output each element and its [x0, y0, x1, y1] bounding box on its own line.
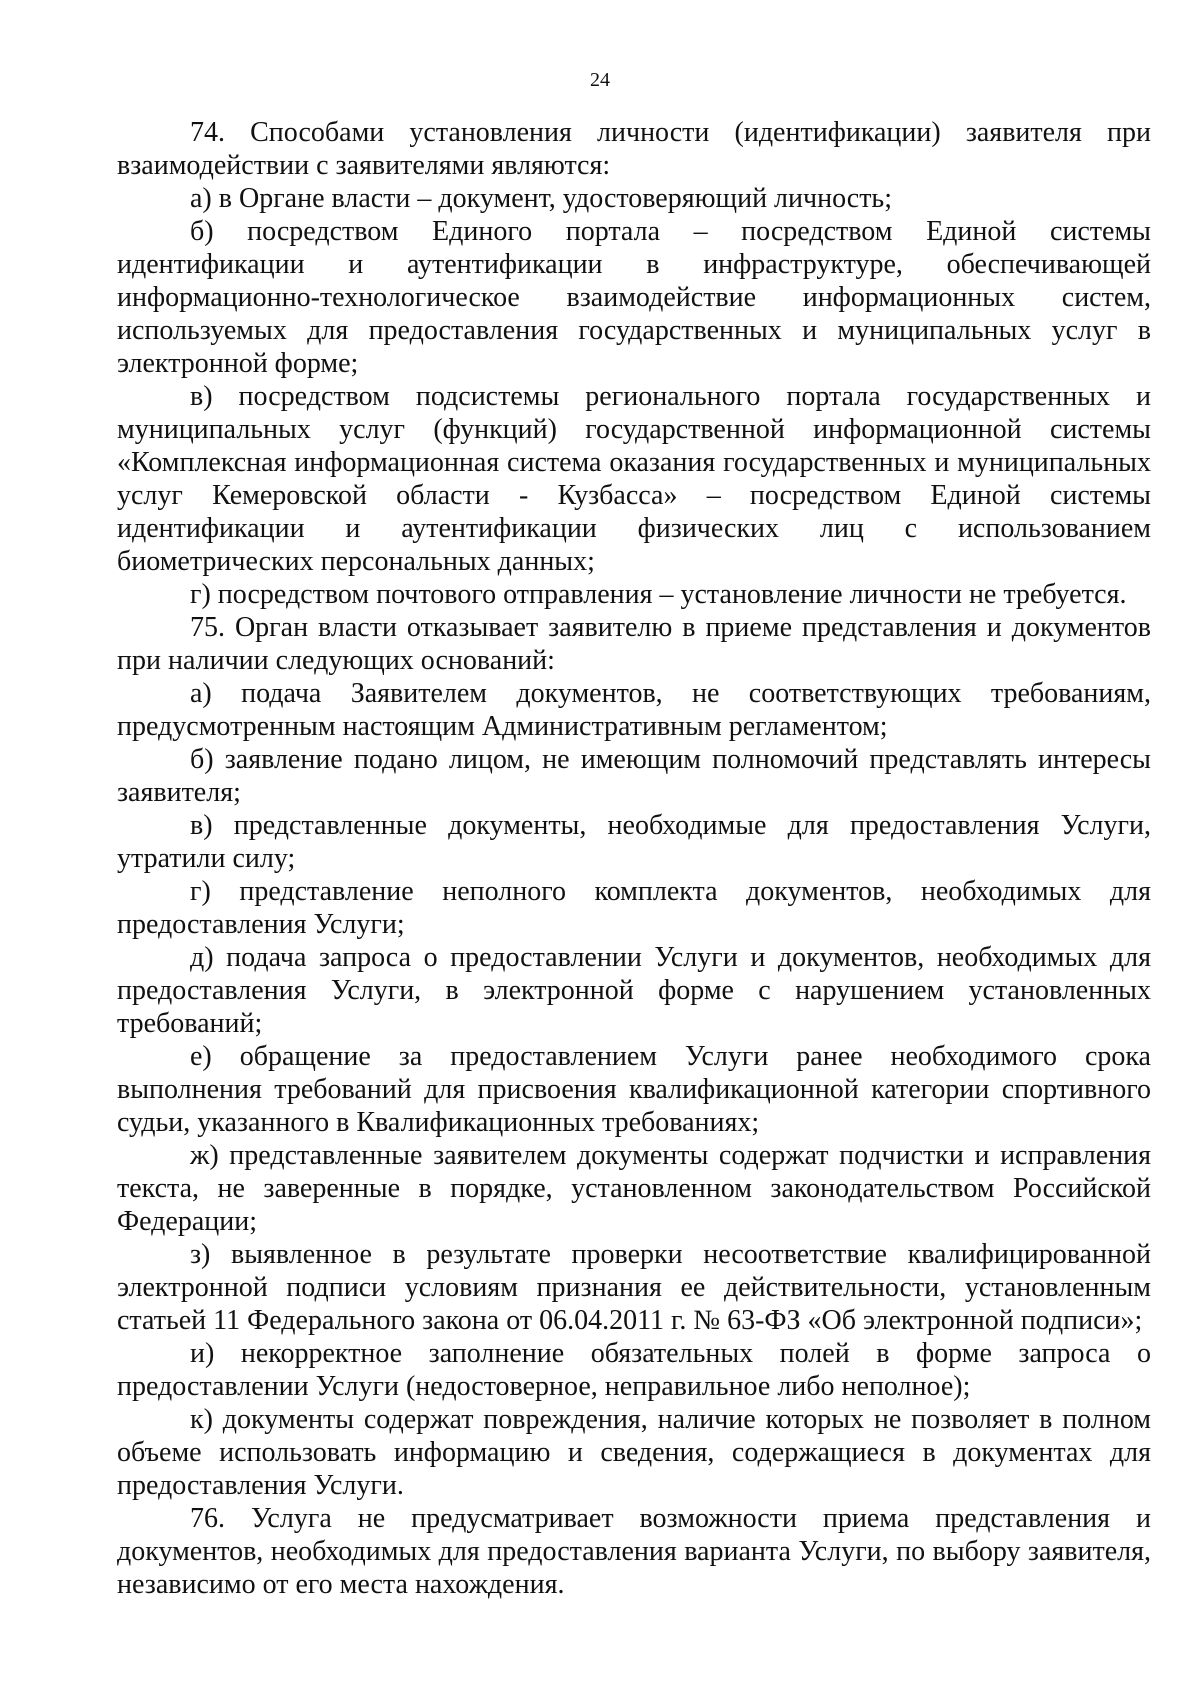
paragraph-74-b: б) посредством Единого портала – посредством Единой системы идентификации и аутентификации в инфраструктуре, обеспечивающей информационно-технологическое взаимодействие информационных систем, используемых для предоставления государственных и муниципальных услуг в электронной форме;	[117, 216, 1151, 379]
paragraph-75-k: к) документы содержат повреждения, наличие которых не позволяет в полном объеме использовать информацию и сведения, содержащиеся в документах для предоставления Услуги.	[117, 1404, 1151, 1501]
paragraph-75-a: а) подача Заявителем документов, не соответствующих требованиям, предусмотренным настоящим Административным регламентом;	[117, 678, 1151, 742]
page-number: 24	[590, 69, 610, 91]
paragraph-75-g: г) представление неполного комплекта документов, необходимых для предоставления Услуги;	[117, 876, 1151, 940]
paragraph-75-d: д) подача запроса о предоставлении Услуги и документов, необходимых для предоставления Услуги, в электронной форме с нарушением установленных требований;	[117, 942, 1151, 1039]
paragraph-74-g: г) посредством почтового отправления – установление личности не требуется.	[190, 579, 1127, 610]
paragraph-76: 76. Услуга не предусматривает возможности приема представления и документов, необходимых для предоставления варианта Услуги, по выбору заявителя, независимо от его места нахождения.	[117, 1503, 1151, 1600]
document-body	[117, 116, 1151, 1601]
paragraph-74-a: а) в Органе власти – документ, удостоверяющий личность;	[190, 183, 892, 214]
paragraph-75-e: е) обращение за предоставлением Услуги ранее необходимого срока выполнения требований для присвоения квалификационной категории спортивного судьи, указанного в Квалификационных требованиях;	[117, 1041, 1151, 1138]
paragraph-74: 74. Способами установления личности (идентификации) заявителя при взаимодействии с заявителями являются:	[117, 117, 1151, 181]
paragraph-75-v: в) представленные документы, необходимые для предоставления Услуги, утратили силу;	[117, 810, 1151, 874]
paragraph-75-zh: ж) представленные заявителем документы содержат подчистки и исправления текста, не заверенные в порядке, установленном законодательством Российской Федерации;	[117, 1140, 1151, 1237]
paragraph-75: 75. Орган власти отказывает заявителю в приеме представления и документов при наличии следующих оснований:	[117, 612, 1151, 676]
paragraph-74-v: в) посредством подсистемы регионального портала государственных и муниципальных услуг (функций) государственной информационной системы «Комплексная информационная система оказания государственных и муниципальных услуг Кемеровской области - Кузбасса» – посредством Единой системы идентификации и аутентификации физических лиц с использованием биометрических персональных данных;	[117, 381, 1151, 577]
paragraph-75-i: и) некорректное заполнение обязательных полей в форме запроса о предоставлении Услуги (недостоверное, неправильное либо неполное);	[117, 1338, 1151, 1402]
paragraph-75-z: з) выявленное в результате проверки несоответствие квалифицированной электронной подписи условиям признания ее действительности, установленным статьей 11 Федерального закона от 06.04.2011 г. № 63-ФЗ «Об электронной подписи»;	[117, 1239, 1151, 1336]
paragraph-75-b: б) заявление подано лицом, не имеющим полномочий представлять интересы заявителя;	[117, 744, 1151, 808]
